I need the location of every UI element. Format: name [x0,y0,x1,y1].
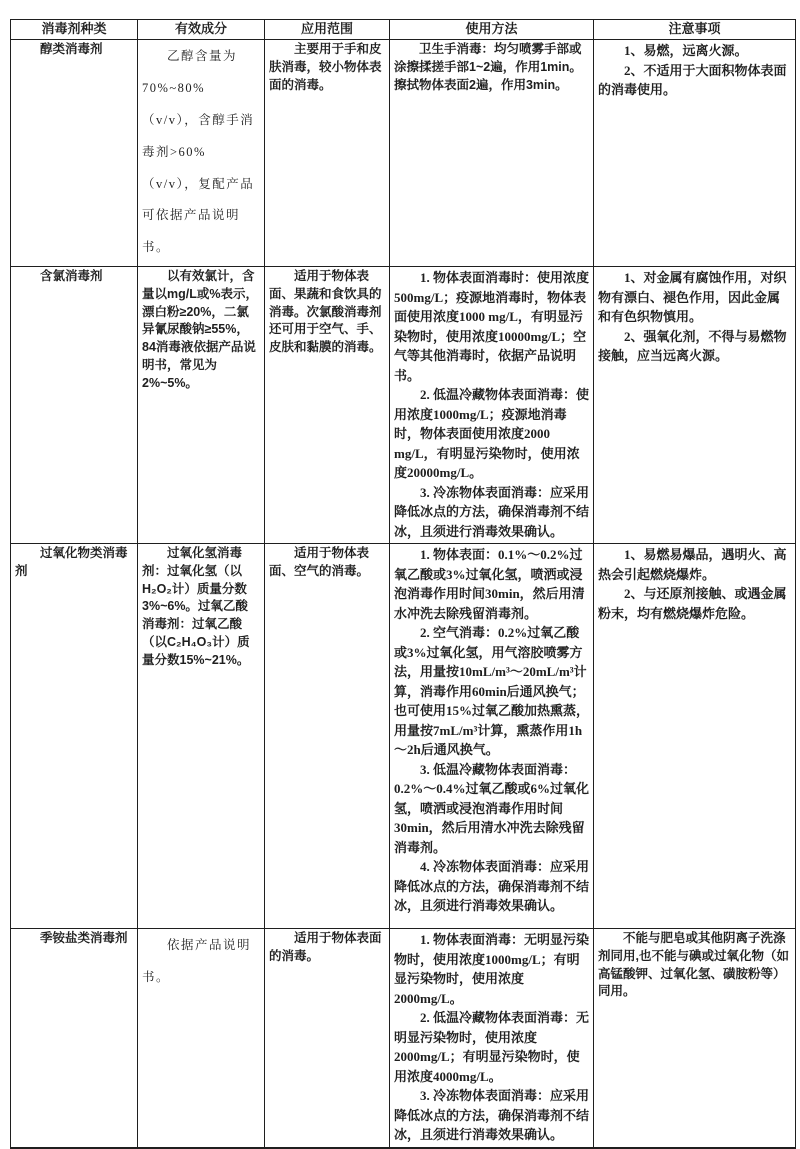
table-row [11,267,796,544]
cell-paragraph: 3. 冷冻物体表面消毒：应采用降低冰点的方法，确保消毒剂不结冰，且须进行消毒效果确认。 [394,1088,590,1143]
cell-paragraph: 依据产品说明书。 [142,938,252,984]
cell-paragraph: 3. 低温冷藏物体表面消毒：0.2%～0.4%过氧乙酸或6%过氧化氢，喷洒或浸泡消毒作用时间30min，然后用清水冲洗去除残留消毒剂。 [394,761,590,855]
table-cell [594,267,796,544]
table-cell [390,544,594,929]
table-row [11,544,796,929]
cell-paragraph: 3. 冷冻物体表面消毒：应采用降低冰点的方法，确保消毒剂不结冰，且须进行消毒效果确认。 [394,484,590,539]
table-cell [11,544,138,929]
cell-paragraph: 2. 低温冷藏物体表面消毒：无明显污染物时，使用浓度2000mg/L；有明显污染物时，使用浓度4000mg/L。 [394,1010,590,1084]
header-cell-notes: 注意事项 [594,20,796,40]
table-cell [11,40,138,267]
cell-paragraph: 醇类消毒剂 [40,42,103,56]
table-cell [265,929,390,1148]
header-cell-usage: 使用方法 [390,20,594,40]
header-cell-scope: 应用范围 [265,20,390,40]
cell-paragraph: 以有效氯计，含量以mg/L或%表示，漂白粉≥20%，二氯异氰尿酸钠≥55%，84消毒液依据产品说明书，常见为2%~5%。 [142,269,258,390]
cell-paragraph: 主要用于手和皮肤消毒，较小物体表面的消毒。 [269,42,382,92]
cell-paragraph: 4. 冷冻物体表面消毒：应采用降低冰点的方法，确保消毒剂不结冰，且须进行消毒效果确认。 [394,859,590,914]
header-cell-ingredients: 有效成分 [138,20,265,40]
table-cell [265,40,390,267]
table-cell [265,267,390,544]
cell-paragraph: 不能与肥皂或其他阴离子洗涤剂同用,也不能与碘或过氧化物（如高锰酸钾、过氧化氢、磺胺粉等）同用。 [598,931,789,999]
table-cell [390,40,594,267]
cell-paragraph: 含氯消毒剂 [40,269,103,284]
cell-paragraph: 1. 物体表面消毒时：使用浓度500mg/L；疫源地消毒时，物体表面使用浓度1000 mg/L，有明显污染物时，使用浓度10000mg/L；空气等其他消毒时，依据产品说明书。 [394,270,590,383]
cell-paragraph: 1. 物体表面消毒：无明显污染物时，使用浓度1000mg/L；有明显污染物时，使用浓度2000mg/L。 [394,932,590,1006]
cell-paragraph: 适用于物体表面的消毒。 [269,931,382,963]
table-cell [11,929,138,1148]
document-page [0,19,800,1143]
table-cell [390,267,594,544]
cell-paragraph: 1. 物体表面：0.1%～0.2%过氧乙酸或3%过氧化氢，喷洒或浸泡消毒作用时间30min，然后用清水冲洗去除残留消毒剂。 [394,547,585,621]
table-cell [138,544,265,929]
table-body [11,40,796,1148]
table-cell [594,40,796,267]
cell-paragraph: 过氧化物类消毒剂 [15,546,128,578]
table-cell [138,929,265,1148]
table-cell [265,544,390,929]
cell-paragraph: 2. 低温冷藏物体表面消毒：使用浓度1000mg/L；疫源地消毒时，物体表面使用浓度2000 mg/L，有明显污染物时，使用浓度20000mg/L。 [394,387,590,481]
cell-paragraph: 1、易燃易爆品，遇明火、高热会引起燃烧爆炸。 [598,547,787,582]
table-cell [138,267,265,544]
table-cell [390,929,594,1148]
cell-paragraph: 2、不适用于大面积物体表面的消毒使用。 [598,62,787,97]
disinfectant-table [10,19,796,1149]
cell-paragraph: 2. 空气消毒：0.2%过氧乙酸或3%过氧化氢，用气溶胶喷雾方法，用量按10mL/m³～20mL/m³计算，消毒作用60min后通风换气；也可使用15%过氧乙酸加热熏蒸，用量按7mL/m³计算，熏蒸作用1h～2h后通风换气。 [394,625,590,758]
cell-paragraph: 1、易燃，远离火源。 [624,43,748,58]
cell-paragraph: 乙醇含量为70%~80%（v/v），含醇手消毒剂>60%（v/v），复配产品可依据产品说明书。 [142,49,255,255]
table-row [11,40,796,267]
cell-paragraph: 过氧化氢消毒剂：过氧化氢（以H₂O₂计）质量分数3%~6%。过氧乙酸消毒剂：过氧乙酸（以C₂H₄O₃计）质量分数15%~21%。 [142,546,250,667]
table-header-row [11,20,796,40]
cell-paragraph: 适用于物体表面、果蔬和食饮具的消毒。次氯酸消毒剂还可用于空气、手、皮肤和黏膜的消毒。 [269,269,382,355]
cell-paragraph: 2、强氧化剂，不得与易燃物接触，应当远离火源。 [598,328,787,364]
cell-paragraph: 1、对金属有腐蚀作用，对织物有漂白、褪色作用，因此金属和有色织物慎用。 [598,270,787,325]
table-row [11,929,796,1148]
header-cell-type: 消毒剂种类 [11,20,138,40]
table-cell [594,929,796,1148]
table-cell [594,544,796,929]
table-cell [138,40,265,267]
table-cell [11,267,138,544]
cell-paragraph: 适用于物体表面、空气的消毒。 [269,546,370,578]
cell-paragraph: 卫生手消毒：均匀喷雾手部或涂擦揉搓手部1~2遍，作用1min。擦拭物体表面2遍，作用3min。 [394,42,582,92]
cell-paragraph: 2、与还原剂接触、或遇金属粉末，均有燃烧爆炸危险。 [598,586,787,621]
cell-paragraph: 季铵盐类消毒剂 [40,931,128,946]
